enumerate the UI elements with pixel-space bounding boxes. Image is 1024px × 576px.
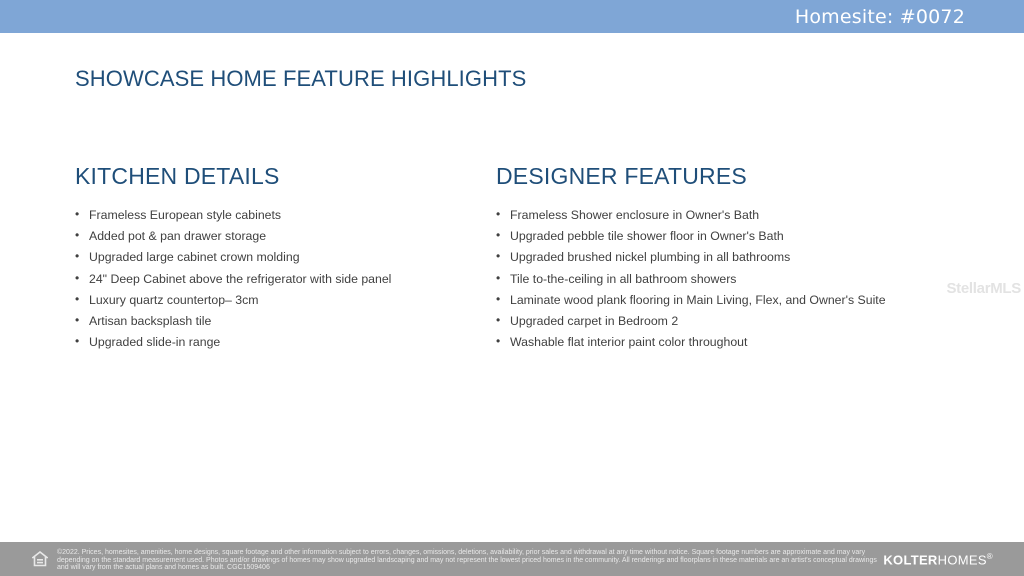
list-item [496, 314, 916, 335]
list-item-text: Washable flat interior paint color throughout [510, 335, 748, 350]
list-item-text: Frameless Shower enclosure in Owner's Bath [510, 208, 760, 222]
list-item-text: Upgraded carpet in Bedroom 2 [510, 313, 679, 328]
brand-regular: HOMES [937, 552, 987, 568]
list-item [496, 208, 916, 229]
list-item-text: Upgraded large cabinet crown molding [89, 250, 300, 265]
list-item-text: Added pot & pan drawer storage [89, 229, 267, 244]
list-item [496, 250, 916, 271]
bullet-icon: • [75, 291, 80, 306]
page-title: SHOWCASE HOME FEATURE HIGHLIGHTS [75, 66, 527, 91]
kitchen-details-list [75, 208, 475, 356]
bullet-icon: • [75, 207, 80, 221]
list-item-text: Laminate wood plank flooring in Main Living, Flex, and Owner's Suite [510, 292, 886, 307]
list-item [75, 229, 475, 250]
list-item [496, 335, 916, 356]
designer-features-list [496, 208, 916, 356]
list-item-text: 24" Deep Cabinet above the refrigerator with side panel [89, 271, 392, 286]
list-item [75, 293, 475, 314]
list-item-text: Upgraded brushed nickel plumbing in all bathrooms [510, 250, 791, 265]
list-item-text: Frameless European style cabinets [89, 208, 282, 222]
list-item-text: Luxury quartz countertop– 3cm [89, 292, 259, 307]
homesite-label: Homesite: #0072 [794, 6, 965, 28]
bullet-icon: • [496, 334, 501, 349]
list-item-text: Tile to-the-ceiling in all bathroom showers [510, 271, 737, 286]
stellar-mls-watermark: StellarMLS [946, 280, 1021, 297]
header-bar [0, 0, 1024, 33]
bullet-icon: • [75, 312, 80, 327]
kitchen-details-heading: KITCHEN DETAILS [75, 163, 280, 189]
bullet-icon: • [75, 228, 80, 243]
kitchen-details-section [75, 163, 475, 356]
list-item [75, 250, 475, 271]
bullet-icon: • [75, 249, 80, 264]
bullet-icon: • [496, 249, 501, 264]
list-item [75, 272, 475, 293]
bullet-icon: • [496, 207, 501, 221]
bullet-icon: • [496, 270, 501, 285]
list-item-text: Artisan backsplash tile [89, 313, 212, 328]
bullet-icon: • [496, 228, 501, 243]
list-item-text: Upgraded slide-in range [89, 335, 221, 350]
designer-features-section [496, 163, 916, 356]
equal-housing-icon [32, 551, 48, 567]
registered-mark: ® [986, 552, 993, 561]
list-item [75, 208, 475, 229]
bullet-icon: • [75, 270, 80, 285]
bullet-icon: • [496, 291, 501, 306]
kolter-homes-logo [883, 552, 993, 567]
list-item [75, 314, 475, 335]
list-item [496, 272, 916, 293]
legal-disclaimer: ©2022. Prices, homesites, amenities, home designs, square footage and other information subject to errors, changes, omissions, deletions, availability, prior sales and withdrawal at any time without notice. Square footage numbers are approximate and may vary depending on the standard measurement used. Photos and/or drawings of homes may show upgraded landscaping and may not represent the lowest priced homes in the community. All renderings and floorplans in these materials are an artist's conceptual drawings and will vary from the actual plans and homes as built. CGC1509406 [57, 549, 877, 571]
list-item [75, 335, 475, 356]
footer-bar [0, 542, 1024, 576]
brand-bold: KOLTER [883, 552, 938, 568]
bullet-icon: • [75, 334, 80, 349]
bullet-icon: • [496, 312, 501, 327]
list-item-text: Upgraded pebble tile shower floor in Owner's Bath [510, 229, 784, 244]
designer-features-heading: DESIGNER FEATURES [496, 163, 747, 189]
list-item [496, 229, 916, 250]
list-item [496, 293, 916, 314]
